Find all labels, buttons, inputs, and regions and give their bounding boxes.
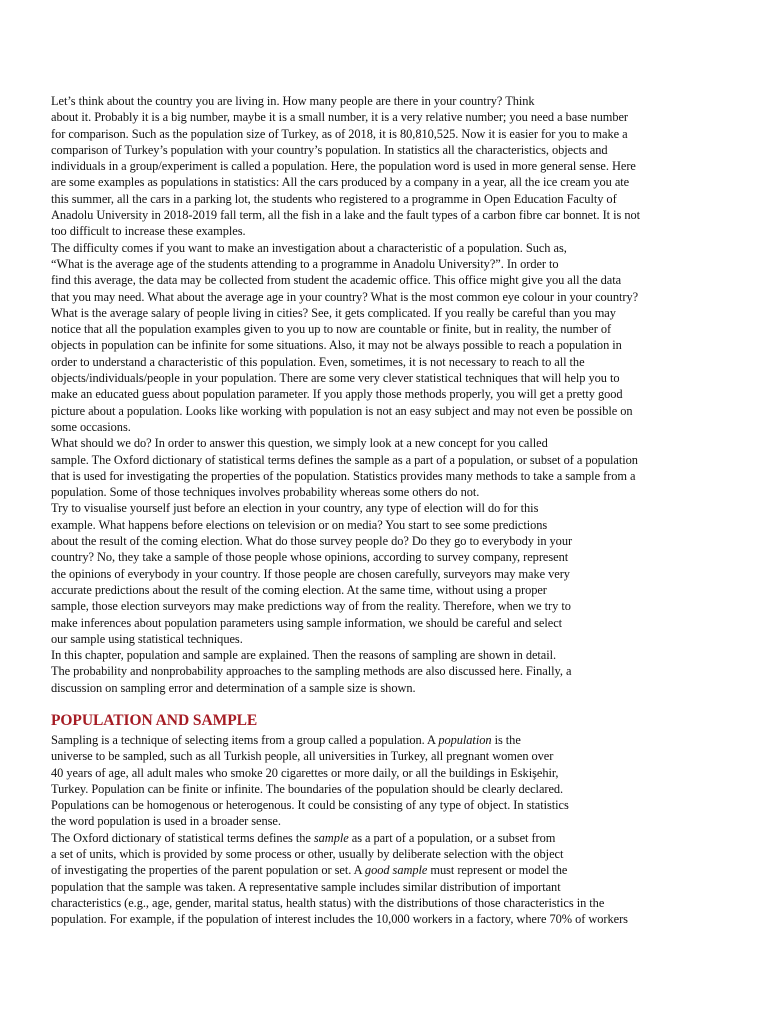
text-line: objects/individuals/people in your population. There are some very clever statistical techniques that will help you to <box>51 371 620 386</box>
text-line: population that the sample was taken. A representative sample includes similar distribution of important <box>51 879 561 894</box>
text-line: make an educated guess about population parameter. If you apply those methods properly, you will get a pretty good <box>51 387 623 402</box>
text-line: a set of units, which is provided by some process or other, usually by deliberate selection with the object <box>51 847 564 862</box>
text-line: our sample using statistical techniques. <box>51 631 243 646</box>
text-line: universe to be sampled, such as all Turkish people, all universities in Turkey, all pregnant women over <box>51 749 554 764</box>
text-line: The probability and nonprobability approaches to the sampling methods are also discussed here. Finally, a <box>51 664 572 679</box>
text-run: as a part of a population, or a subset from <box>348 830 556 845</box>
text-line: sample, those election surveyors may make predictions way of from the reality. Therefore, when we try to <box>51 599 571 614</box>
text-line: Populations can be homogenous or heterogenous. It could be consisting of any type of object. In statistics <box>51 798 569 813</box>
text-line: about it. Probably it is a big number, maybe it is a small number, it is a very relative number; you need a base number <box>51 110 628 125</box>
text-line: Let’s think about the country you are living in. How many people are there in your country? Think <box>51 94 535 108</box>
sample-paragraph <box>51 830 719 928</box>
population-paragraph <box>51 732 719 830</box>
text-line: find this average, the data may be collected from student the academic office. This office might give you all the data <box>51 273 622 288</box>
text-line: this summer, all the cars in a parking lot, the students who registered to a programme in Open Education Faculty of <box>51 191 617 206</box>
text-line <box>51 732 719 748</box>
text-line: Anadolu University in 2018-2019 fall term, all the fish in a lake and the fault types of a carbon fibre car bonnet. It is not <box>51 208 641 223</box>
text-line: order to understand a characteristic of this population. Even, sometimes, it is not necessary to reach to all the <box>51 354 585 369</box>
text-line: discussion on sampling error and determination of a sample size is shown. <box>51 680 416 695</box>
text-line: population. Some of those techniques involves probability whereas some others do not. <box>51 485 480 500</box>
text-run: Sampling is a technique of selecting items from a group called a population. A <box>51 732 439 747</box>
text-line: 40 years of age, all adult males who smoke 20 cigarettes or more daily, or all the buildings in Eskişehir, <box>51 765 559 780</box>
italic-term-sample: sample <box>313 830 349 845</box>
document-page <box>51 93 719 928</box>
text-line: What should we do? In order to answer this question, we simply look at a new concept for you called <box>51 436 548 451</box>
text-run: must represent or model the <box>427 863 568 878</box>
text-run: of investigating the properties of the parent population or set. A <box>51 863 365 878</box>
text-line: that is used for investigating the properties of the population. Statistics provides many methods to take a sample from a <box>51 468 636 483</box>
intro-text <box>51 93 719 696</box>
section-heading: POPULATION AND SAMPLE <box>51 711 258 729</box>
text-line: sample. The Oxford dictionary of statistical terms defines the sample as a part of a population, or subset of a population <box>51 452 638 467</box>
text-line: some occasions. <box>51 419 131 434</box>
text-run: The Oxford dictionary of statistical terms defines the <box>51 830 314 845</box>
text-line: What is the average salary of people living in cities? See, it gets complicated. If you really be careful than you may <box>51 305 616 320</box>
text-line: that you may need. What about the average age in your country? What is the most common eye colour in your country? <box>51 289 639 304</box>
text-line: The difficulty comes if you want to make an investigation about a characteristic of a population. Such as, <box>51 240 567 255</box>
text-line: make inferences about population parameters using sample information, we should be careful and select <box>51 615 563 630</box>
text-line: comparison of Turkey’s population with your country’s population. In statistics all the characteristics, objects and <box>51 142 608 157</box>
text-line: too difficult to increase these examples. <box>51 224 246 239</box>
text-line: notice that all the population examples given to you up to now are countable or finite, but in reality, the number of <box>51 322 612 337</box>
text-line: Turkey. Population can be finite or infinite. The boundaries of the population should be clearly declared. <box>51 781 564 796</box>
text-line: for comparison. Such as the population size of Turkey, as of 2018, it is 80,810,525. Now it is easier for you to make a <box>51 126 628 141</box>
text-line: are some examples as populations in statistics: All the cars produced by a company in a year, all the ice cream you ate <box>51 175 630 190</box>
italic-term-good-sample: good sample <box>364 863 428 878</box>
text-line: picture about a population. Looks like working with population is not an easy subject and may not even be possible on <box>51 403 633 418</box>
text-line: individuals in a group/experiment is called a population. Here, the population word is used in more general sense. Here <box>51 159 636 174</box>
text-line: accurate predictions about the result of the coming election. At the same time, without using a proper <box>51 582 547 597</box>
italic-term-population: population <box>438 732 492 747</box>
text-line: population. For example, if the population of interest includes the 10,000 workers in a factory, where 70% of workers <box>51 912 628 927</box>
text-line: objects in population can be infinite for some situations. Also, it may not be always possible to reach a population in <box>51 338 622 353</box>
text-line: the word population is used in a broader sense. <box>51 814 281 829</box>
text-line: example. What happens before elections on television or on media? You start to see some predictions <box>51 517 548 532</box>
text-line <box>51 862 719 878</box>
text-line: about the result of the coming election. What do those survey people do? Do they go to everybody in your <box>51 534 573 549</box>
text-line <box>51 830 719 846</box>
text-line: characteristics (e.g., age, gender, marital status, health status) with the distributions of those characteristics in the <box>51 895 605 910</box>
text-line: the opinions of everybody in your country. If those people are chosen carefully, surveyors may make very <box>51 566 570 581</box>
text-run: is the <box>491 732 521 747</box>
text-line: In this chapter, population and sample are explained. Then the reasons of sampling are shown in detail. <box>51 648 557 663</box>
text-line: country? No, they take a sample of those people whose opinions, according to survey company, represent <box>51 550 569 565</box>
text-line: “What is the average age of the students attending to a programme in Anadolu University?”. In order to <box>51 256 559 271</box>
text-line: Try to visualise yourself just before an election in your country, any type of election will do for this <box>51 501 539 516</box>
